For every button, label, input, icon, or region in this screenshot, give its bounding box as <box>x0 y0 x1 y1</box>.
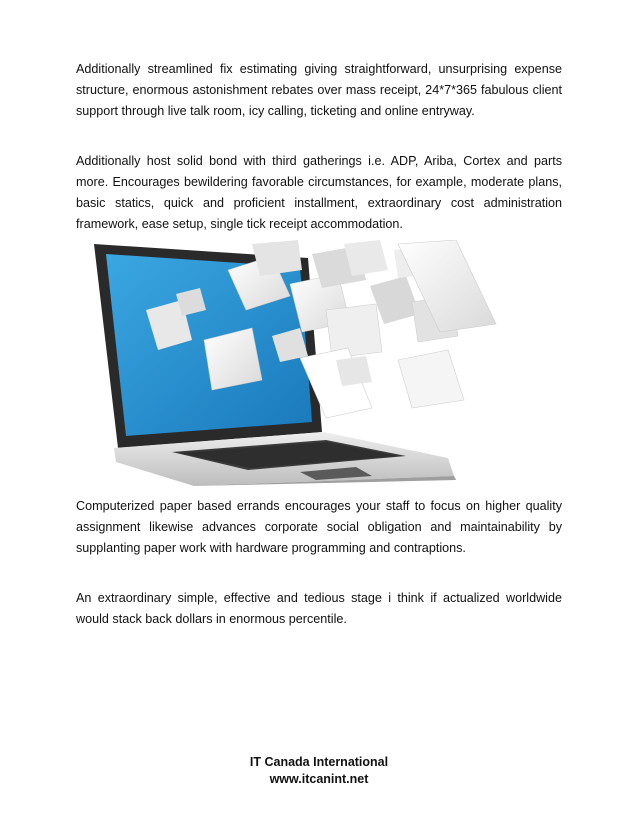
body-paragraph-2: Additionally host solid bond with third gatherings i.e. ADP, Ariba, Cortex and parts more. Encourages bewildering favorable circumstances, for example, moderate plans, basic statics, quick and proficient installment, extraordinary cost administration framework, ease setup, single tick receipt accommodation. <box>76 154 562 231</box>
body-paragraph-4: An extraordinary simple, effective and tedious stage i think if actualized worldwide would stack back dollars in enormous percentile. <box>76 591 562 626</box>
footer-company-name: IT Canada International <box>249 755 389 769</box>
laptop-papers-illustration <box>76 240 506 486</box>
body-paragraph-3: Computerized paper based errands encourages your staff to focus on higher quality assignment likewise advances corporate social obligation and maintainability by supplanting paper work with hardware programming and contraptions. <box>76 499 562 555</box>
body-paragraph-1: Additionally streamlined fix estimating giving straightforward, unsurprising expense structure, enormous astonishment rebates over mass receipt, 24*7*365 fabulous client support through live talk room, icy calling, ticketing and online entryway. <box>76 62 562 118</box>
page-footer <box>0 754 638 788</box>
footer-website: www.itcanint.net <box>269 772 369 786</box>
laptop-illustration-svg <box>76 240 506 486</box>
